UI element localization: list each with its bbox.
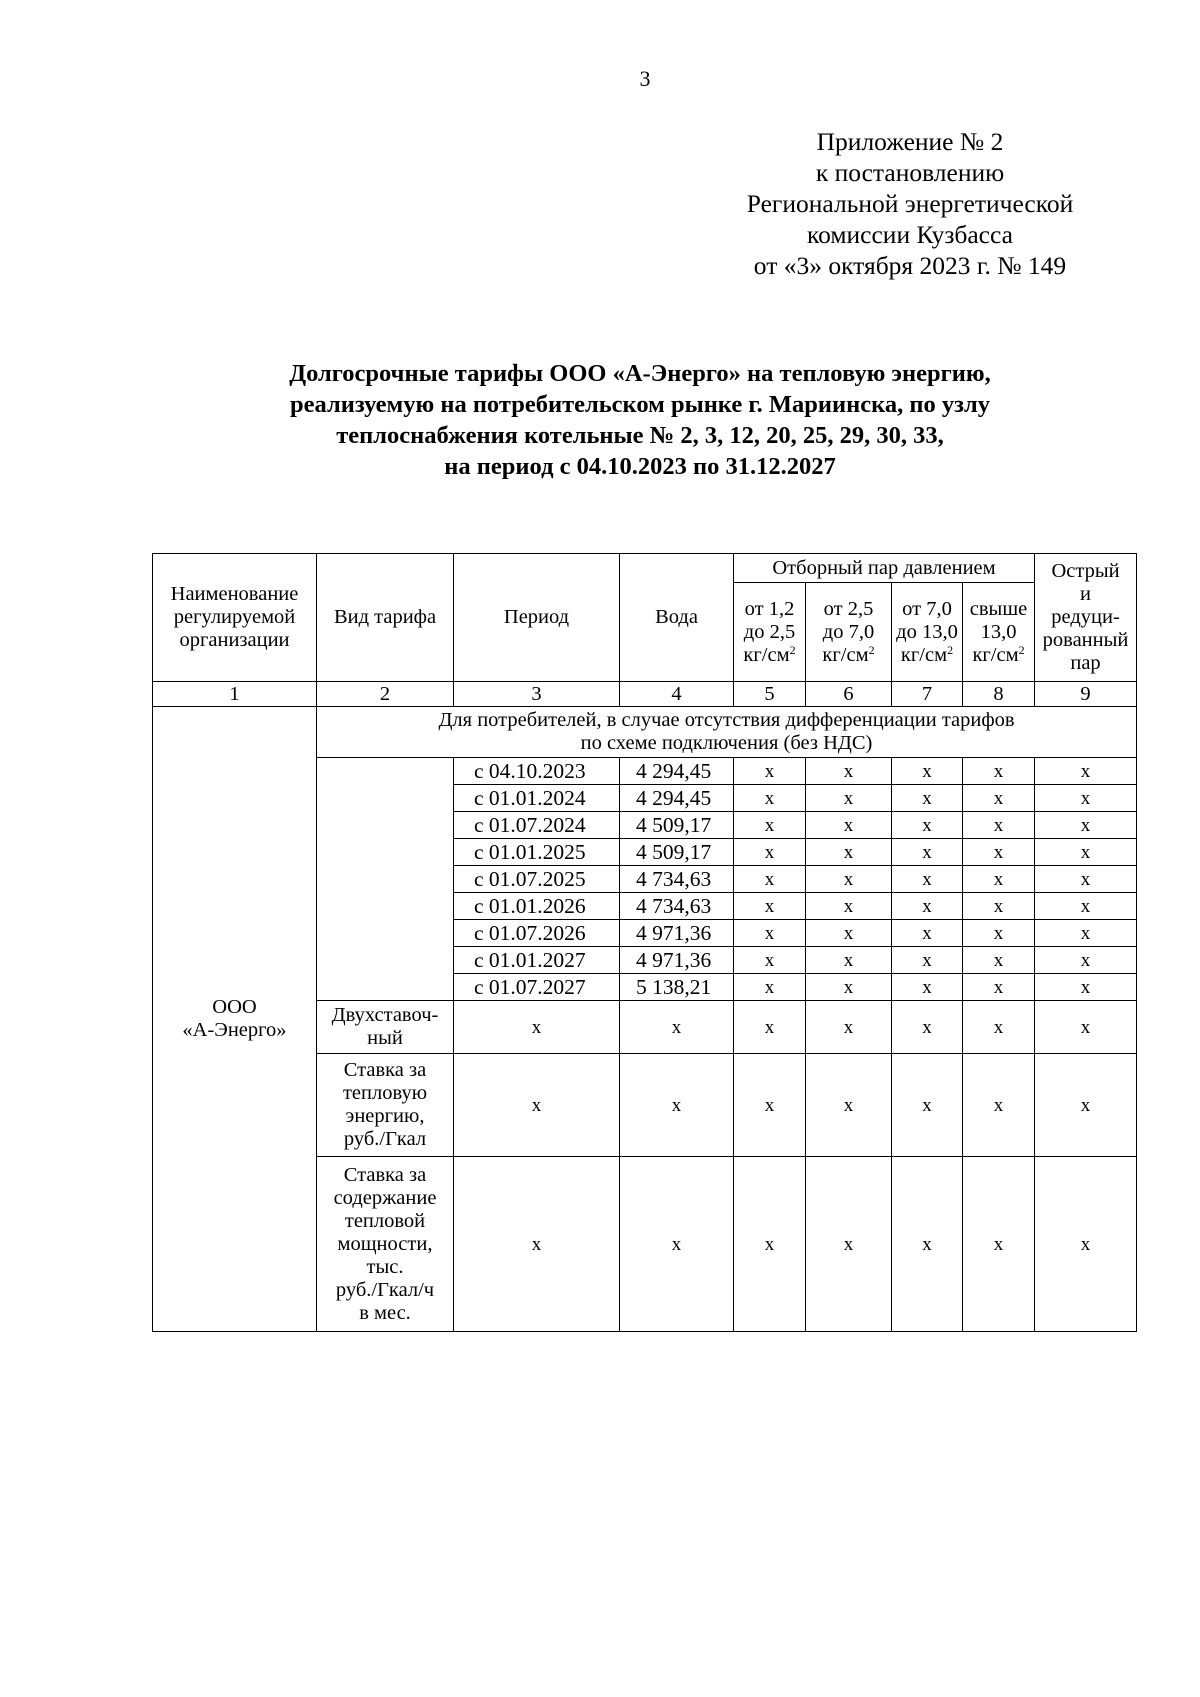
period-cell: с 01.01.2026 [454,893,620,920]
x-cell: х [892,920,963,947]
x-cell: х [963,893,1035,920]
x-cell: х [806,1157,892,1332]
x-cell: х [1035,1054,1137,1157]
period-cell: с 04.10.2023 [454,758,620,785]
water-tariff-cell: 4 971,36 [620,920,734,947]
x-cell: х [892,1001,963,1054]
title-line: реализуемую на потребительском рынке г. Мариинска, по узлу [290,391,990,418]
tariff-type-blank [317,758,454,1001]
header-pressure-line: до 2,5 [743,620,796,643]
appendix-line: Региональной энергетической [746,189,1074,218]
x-cell: х [892,947,963,974]
x-cell: х [734,947,806,974]
x-cell: х [620,1001,734,1054]
x-cell: х [892,758,963,785]
column-number: 8 [963,682,1035,707]
x-cell: х [963,839,1035,866]
x-cell: х [1035,1001,1137,1054]
water-tariff-cell: 4 509,17 [620,812,734,839]
organization-line: ООО [212,996,257,1018]
x-cell: х [1035,812,1137,839]
x-cell: х [806,785,892,812]
period-cell: с 01.07.2026 [454,920,620,947]
period-cell: с 01.01.2025 [454,839,620,866]
header-selected-steam: Отборный пар давлением [734,554,1035,583]
x-cell: х [892,893,963,920]
capacity-rate-line: тыс. [366,1255,404,1278]
column-number: 1 [153,682,317,707]
x-cell: х [806,920,892,947]
x-cell: х [892,839,963,866]
column-number: 4 [620,682,734,707]
energy-rate-line: Ставка за [343,1059,427,1081]
header-pressure-unit: $кг/см^2$ [900,642,954,666]
header-org-line: Наименование [170,583,299,605]
appendix-line: от «3» октября 2023 г. № 149 [753,251,1067,280]
header-tariff-type: Вид тарифа [317,554,454,682]
column-number: 7 [892,682,963,707]
x-cell: х [892,866,963,893]
header-pressure-line: от 2,5 [823,597,874,620]
x-cell: х [963,812,1035,839]
x-cell: х [963,920,1035,947]
x-cell: х [734,974,806,1001]
section-caption-row [153,707,1137,758]
x-cell: х [892,1054,963,1157]
x-cell: х [892,974,963,1001]
x-cell: х [963,947,1035,974]
x-cell: х [1035,758,1137,785]
x-cell: х [734,839,806,866]
x-cell: х [806,947,892,974]
x-cell: х [1035,785,1137,812]
x-cell: х [963,785,1035,812]
x-cell: х [734,1001,806,1054]
title-line: на период с 04.10.2023 по 31.12.2027 [444,453,836,480]
water-tariff-cell: 5 138,21 [620,974,734,1001]
header-pressure-4 [963,583,1035,682]
header-org-line: регулируемой [173,606,296,628]
page-number: 3 [639,66,651,91]
capacity-rate-label [317,1157,454,1332]
x-cell: х [734,866,806,893]
x-cell: х [963,1157,1035,1332]
x-cell: х [620,1054,734,1157]
water-tariff-cell: 4 294,45 [620,785,734,812]
two-rate-line: ный [367,1027,403,1049]
header-sharp-line: пар [1070,652,1101,674]
x-cell: х [963,1054,1035,1157]
two-rate-label [317,1001,454,1054]
x-cell: х [806,866,892,893]
water-tariff-cell: 4 734,63 [620,866,734,893]
x-cell: х [1035,920,1137,947]
header-sharp-line: Острый [1051,560,1120,582]
title-line: теплоснабжения котельные № 2, 3, 12, 20, 25, 29, 30, 33, [336,422,944,449]
header-pressure-3 [892,583,963,682]
header-sharp-line: рованный [1042,629,1129,651]
header-pressure-1 [734,583,806,682]
x-cell: х [1035,893,1137,920]
appendix-block [700,126,1120,281]
header-pressure-unit: $кг/см^2$ [972,642,1025,666]
title-line: Долгосрочные тарифы ООО «А-Энерго» на тепловую энергию, [289,360,991,387]
water-tariff-cell: 4 509,17 [620,839,734,866]
x-cell: х [806,1001,892,1054]
energy-rate-label [317,1054,454,1157]
x-cell: х [734,812,806,839]
capacity-rate-line: содержание [333,1186,437,1209]
header-pressure-line: до 13,0 [896,620,958,643]
x-cell: х [1035,839,1137,866]
x-cell: х [1035,866,1137,893]
x-cell: х [892,785,963,812]
header-pressure-line: от 7,0 [902,597,952,620]
header-pressure-2 [806,583,892,682]
document-title [200,358,1080,482]
x-cell: х [1035,974,1137,1001]
x-cell: х [1035,1157,1137,1332]
header-pressure-unit: $кг/см^2$ [822,642,875,666]
appendix-line: к постановлению [815,158,1005,187]
x-cell: х [734,920,806,947]
section-caption [317,707,1137,758]
x-cell: х [734,893,806,920]
header-pressure-line: 13,0 [980,620,1017,643]
x-cell: х [963,1001,1035,1054]
header-sharp-line: редуци- [1051,606,1120,628]
x-cell: х [963,866,1035,893]
header-org-line: организации [179,629,290,651]
organization-cell [153,707,317,1332]
capacity-rate-line: в мес. [359,1301,411,1324]
x-cell: х [806,974,892,1001]
period-cell: с 01.07.2027 [454,974,620,1001]
header-pressure-line: свыше [969,597,1028,620]
x-cell: х [734,758,806,785]
x-cell: х [963,758,1035,785]
energy-rate-line: руб./Гкал [343,1128,427,1150]
x-cell: х [806,812,892,839]
header-pressure-unit: $кг/см^2$ [743,642,796,666]
header-sharp-line: и [1080,583,1091,605]
water-tariff-cell: 4 734,63 [620,893,734,920]
header-sharp-steam [1035,554,1137,682]
capacity-rate-line: Ставка за [343,1163,427,1186]
appendix-line: комиссии Кузбасса [807,220,1013,249]
x-cell: х [806,839,892,866]
x-cell: х [454,1157,620,1332]
x-cell: х [734,1157,806,1332]
period-cell: с 01.01.2027 [454,947,620,974]
column-number: 5 [734,682,806,707]
x-cell: х [454,1054,620,1157]
x-cell: х [806,758,892,785]
organization-line: «А-Энерго» [182,1019,287,1041]
capacity-rate-line: мощности, [337,1232,433,1255]
x-cell: х [963,974,1035,1001]
header-row [153,554,1137,583]
x-cell: х [806,893,892,920]
x-cell: х [734,785,806,812]
x-cell: х [892,812,963,839]
appendix-line: Приложение № 2 [816,127,1004,156]
header-pressure-line: до 7,0 [822,620,875,643]
tariff-table [152,553,1137,1332]
capacity-rate-line: руб./Гкал/ч [335,1278,435,1301]
header-org [153,554,317,682]
x-cell: х [454,1001,620,1054]
header-pressure-line: от 1,2 [744,597,795,620]
section-caption-line: по схеме подключения (без НДС) [580,732,873,754]
period-cell: с 01.01.2024 [454,785,620,812]
column-number: 2 [317,682,454,707]
section-caption-line: Для потребителей, в случае отсутствия дифференциации тарифов [438,709,1015,731]
x-cell: х [806,1054,892,1157]
period-cell: с 01.07.2024 [454,812,620,839]
column-number: 6 [806,682,892,707]
column-number: 9 [1035,682,1137,707]
water-tariff-cell: 4 294,45 [620,758,734,785]
water-tariff-cell: 4 971,36 [620,947,734,974]
header-period: Период [454,554,620,682]
column-number-row [153,682,1137,707]
x-cell: х [892,1157,963,1332]
x-cell: х [1035,947,1137,974]
two-rate-line: Двухставоч- [331,1004,439,1026]
energy-rate-line: энергию, [345,1105,425,1127]
header-water: Вода [620,554,734,682]
column-number: 3 [454,682,620,707]
x-cell: х [734,1054,806,1157]
period-cell: с 01.07.2025 [454,866,620,893]
capacity-rate-line: тепловой [344,1209,426,1232]
x-cell: х [620,1157,734,1332]
energy-rate-line: тепловую [342,1082,428,1104]
